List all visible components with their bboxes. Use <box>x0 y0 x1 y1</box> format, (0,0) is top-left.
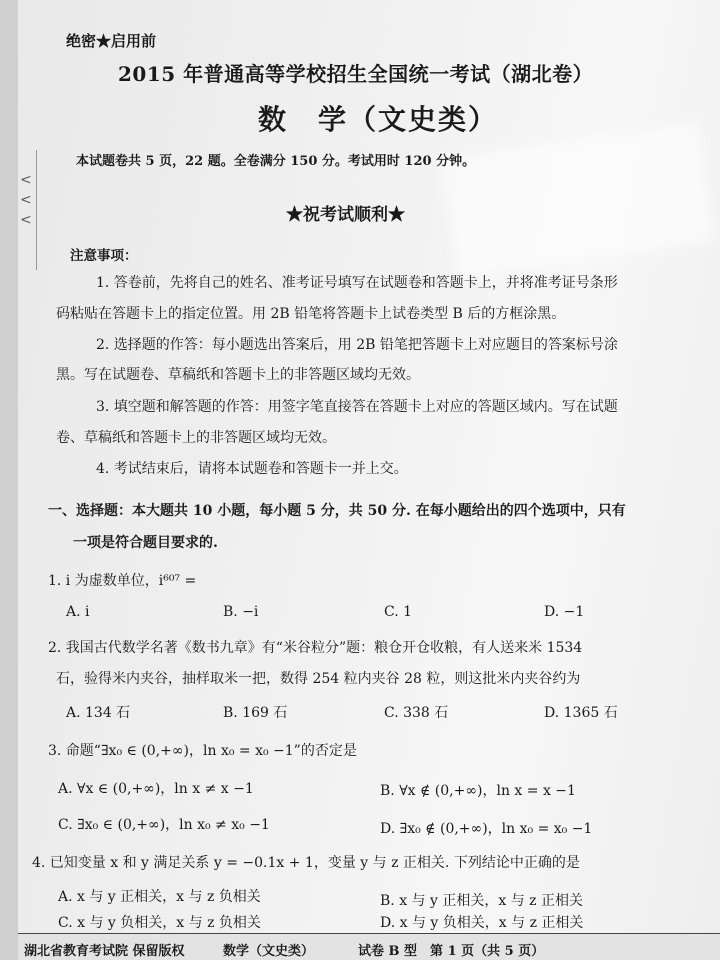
secret-label: 绝密★启用前 <box>66 32 157 50</box>
question-4-stem: 4. 已知变量 x 和 y 满足关系 y = −0.1x + 1，变量 y 与 z 正相关. 下列结论中正确的是 <box>32 855 580 871</box>
note-line: 卷、草稿纸和答题卡上的非答题区域均无效。 <box>56 430 336 446</box>
q3-option-b: B. ∀x ∉ (0,+∞)，ln x = x −1 <box>380 783 576 799</box>
q2-option-b: B. 169 石 <box>223 705 288 721</box>
note-line: 4. 考试结束后，请将本试题卷和答题卡一并上交。 <box>96 461 408 477</box>
note-line: 1. 答卷前，先将自己的姓名、准考证号填写在试题卷和答题卡上，并将准考证号条形 <box>96 275 618 291</box>
question-2-stem: 2. 我国古代数学名著《数书九章》有“米谷粒分”题：粮仓开仓收粮，有人送来米 1534 <box>48 640 583 656</box>
question-1-stem: 1. i 为虚数单位，i⁶⁰⁷ = <box>48 573 197 589</box>
footer-paper-info: 试卷 B 型 第 1 页（共 5 页） <box>358 944 545 959</box>
question-3-stem: 3. 命题“∃x₀ ∈ (0,+∞)，ln x₀ = x₀ −1”的否定是 <box>48 743 357 759</box>
section-heading-cont: 一项是符合题目要求的. <box>73 535 218 551</box>
q2-option-c: C. 338 石 <box>384 705 449 721</box>
q2-option-a: A. 134 石 <box>66 705 131 721</box>
q3-option-d: D. ∃x₀ ∉ (0,+∞)，ln x₀ = x₀ −1 <box>380 821 593 837</box>
exam-info: 本试题卷共 5 页，22 题。全卷满分 150 分。考试用时 120 分钟。 <box>76 154 476 169</box>
q1-option-a: A. i <box>66 604 90 620</box>
note-line: 码粘贴在答题卡上的指定位置。用 2B 铅笔将答题卡上试卷类型 B 后的方框涂黑。 <box>56 306 566 322</box>
q1-option-b: B. −i <box>223 604 259 620</box>
page-footer <box>18 933 720 960</box>
q2-option-d: D. 1365 石 <box>544 705 618 721</box>
q3-option-c: C. ∃x₀ ∈ (0,+∞)，ln x₀ ≠ x₀ −1 <box>58 817 270 833</box>
adjacent-page-edge: < < < <box>18 150 37 270</box>
light-glare <box>441 122 715 277</box>
note-line: 2. 选择题的作答：每小题选出答案后，用 2B 铅笔把答题卡上对应题目的答案标号涂 <box>96 337 618 353</box>
q3-option-a: A. ∀x ∈ (0,+∞)，ln x ≠ x −1 <box>58 781 254 797</box>
section-heading: 一、选择题：本大题共 10 小题，每小题 5 分，共 50 分. 在每小题给出的四个选项中，只有 <box>48 503 626 519</box>
q1-option-c: C. 1 <box>384 604 413 620</box>
footer-publisher: 湖北省教育考试院 保留版权 <box>24 944 185 959</box>
footer-subject: 数学（文史类） <box>223 944 315 959</box>
exam-paper <box>18 0 720 960</box>
q4-option-c: C. x 与 y 负相关，x 与 z 负相关 <box>58 915 261 931</box>
subject-title: 数 学（文史类） <box>258 103 499 136</box>
good-luck-banner: ★祝考试顺利★ <box>286 205 405 225</box>
q4-option-b: B. x 与 y 正相关，x 与 z 正相关 <box>380 893 583 909</box>
note-line: 3. 填空题和解答题的作答：用签字笔直接答在答题卡上对应的答题区域内。写在试题 <box>96 399 618 415</box>
note-line: 黑。写在试题卷、草稿纸和答题卡上的非答题区域均无效。 <box>56 367 420 383</box>
q4-option-a: A. x 与 y 正相关，x 与 z 负相关 <box>58 889 261 905</box>
notes-title: 注意事项： <box>70 248 138 264</box>
q4-option-d: D. x 与 y 负相关，x 与 z 正相关 <box>380 915 584 931</box>
question-2-stem-cont: 石，验得米内夹谷，抽样取米一把，数得 254 粒内夹谷 28 粒，则这批米内夹谷约为 <box>56 671 581 687</box>
exam-title: 2015 年普通高等学校招生全国统一考试（湖北卷） <box>118 62 594 86</box>
q1-option-d: D. −1 <box>544 604 585 620</box>
